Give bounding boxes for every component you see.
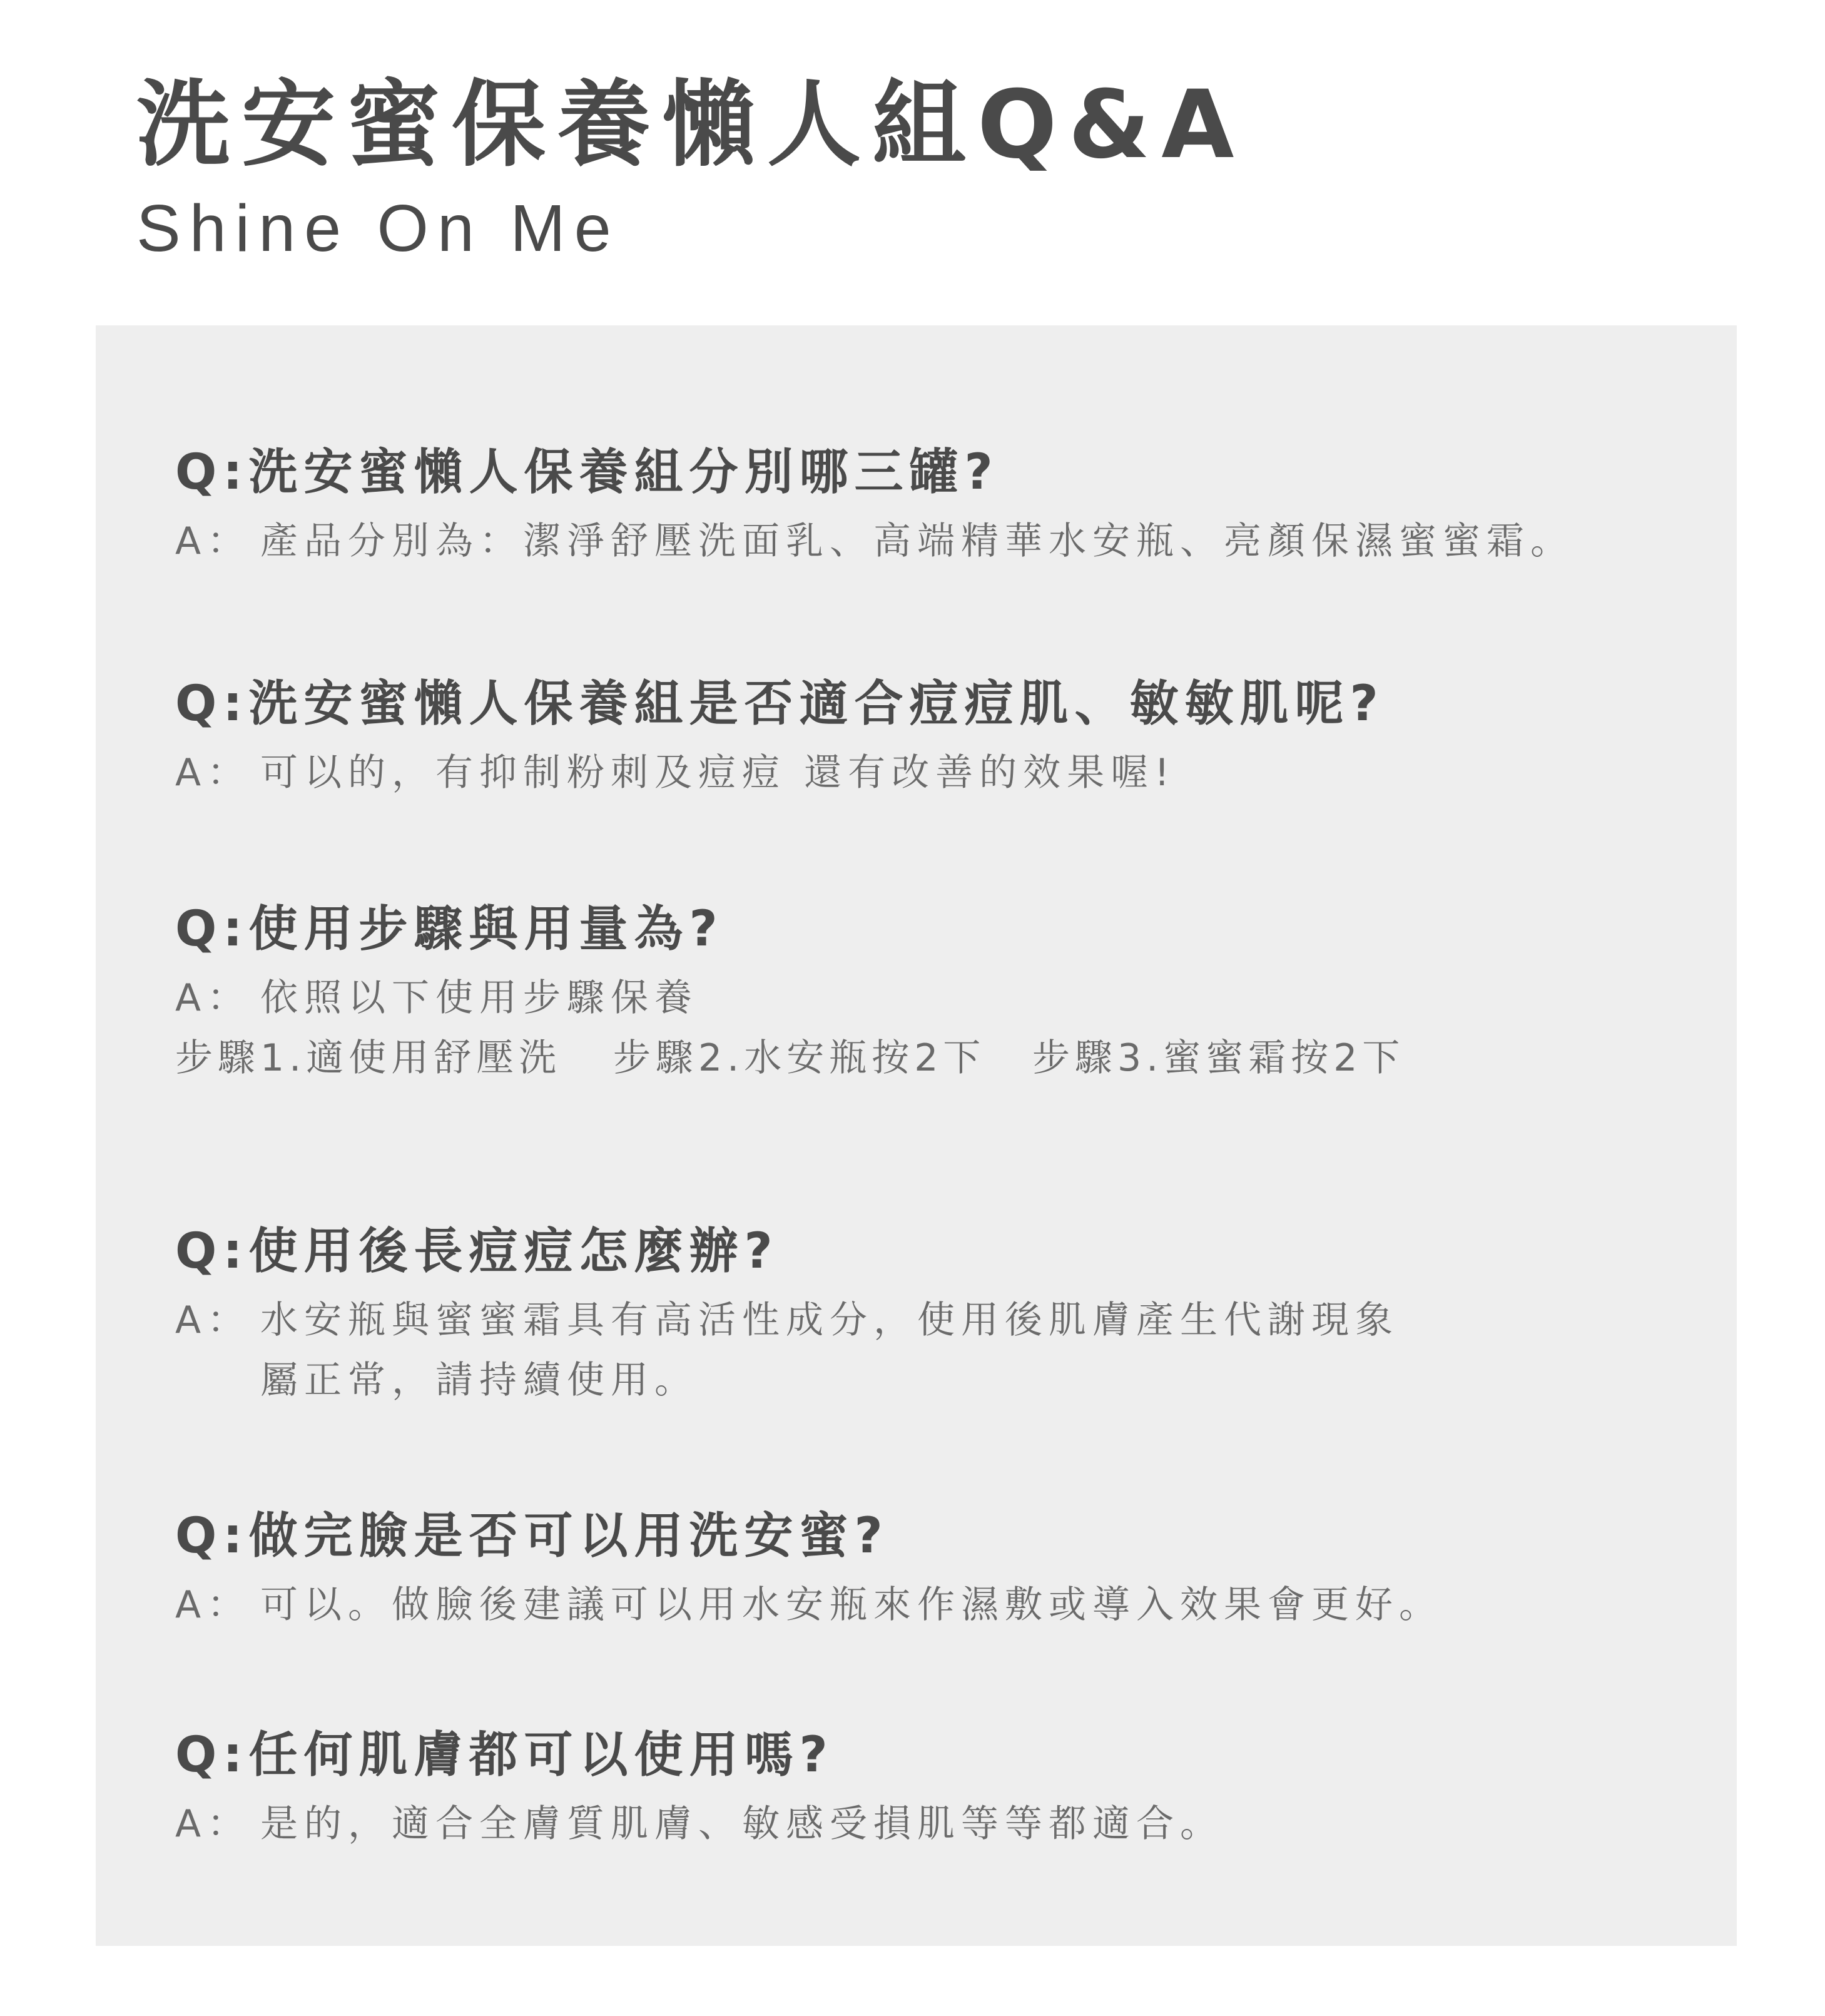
faq-item: [175, 1220, 1399, 1410]
faq-question: Q:洗安蜜懶人保養組是否適合痘痘肌、敏敏肌呢?: [175, 676, 1385, 732]
answer-text: 是的，適合全膚質肌膚、敏感受損肌等等都適合。: [260, 1802, 1224, 1846]
answer-text: 水安瓶與蜜蜜霜具有高活性成分，使用後肌膚產生代謝現象: [260, 1298, 1399, 1342]
answer-prefix: A：: [175, 1802, 252, 1846]
faq-question: Q:洗安蜜懶人保養組分別哪三罐?: [175, 444, 999, 501]
faq-item: [175, 1724, 1224, 1854]
faq-panel: [96, 325, 1737, 1946]
faq-answer: [175, 1575, 1443, 1635]
faq-question: Q:做完臉是否可以用洗安蜜?: [175, 1508, 889, 1564]
answer-text: 可以。做臉後建議可以用水安瓶來作濕敷或導入效果會更好。: [260, 1583, 1443, 1627]
answer-text: 可以的，有抑制粉刺及痘痘 還有改善的效果喔!: [260, 751, 1176, 795]
faq-item: [175, 673, 1385, 803]
faq-question: Q:任何肌膚都可以使用嗎?: [175, 1727, 834, 1783]
answer-text: 產品分別為：潔淨舒壓洗面乳、高端精華水安瓶、亮顏保濕蜜蜜霜。: [260, 519, 1574, 563]
faq-answer: [175, 511, 1574, 571]
usage-steps: [175, 1028, 1405, 1088]
answer-prefix: A：: [175, 976, 252, 1020]
answer-prefix: A：: [175, 751, 252, 795]
faq-answer: [175, 743, 1385, 803]
answer-prefix: A：: [175, 1298, 252, 1342]
answer-prefix: A：: [175, 1583, 252, 1627]
answer-prefix: A：: [175, 519, 252, 563]
answer-lines: [260, 1290, 1399, 1410]
faq-item: [175, 441, 1574, 571]
usage-step: 步驟3.蜜蜜霜按2下: [1032, 1036, 1405, 1080]
faq-answer: [175, 1290, 1399, 1410]
usage-step: 步驟1.適使用舒壓洗: [175, 1036, 562, 1080]
answer-text: 屬正常，請持續使用。: [260, 1358, 698, 1402]
usage-step: 步驟2.水安瓶按2下: [613, 1036, 986, 1080]
page-title: 洗安蜜保養懶人組Q&A: [136, 71, 1246, 180]
faq-answer: [175, 968, 1405, 1028]
faq-answer: [175, 1794, 1224, 1854]
faq-item: [175, 898, 1405, 1088]
page-header: [136, 69, 1245, 269]
brand-subtitle: Shine On Me: [136, 191, 620, 265]
faq-question: Q:使用步驟與用量為?: [175, 901, 724, 957]
faq-item: [175, 1505, 1443, 1635]
answer-text: 依照以下使用步驟保養: [260, 976, 698, 1020]
faq-question: Q:使用後長痘痘怎麼辦?: [175, 1223, 779, 1280]
